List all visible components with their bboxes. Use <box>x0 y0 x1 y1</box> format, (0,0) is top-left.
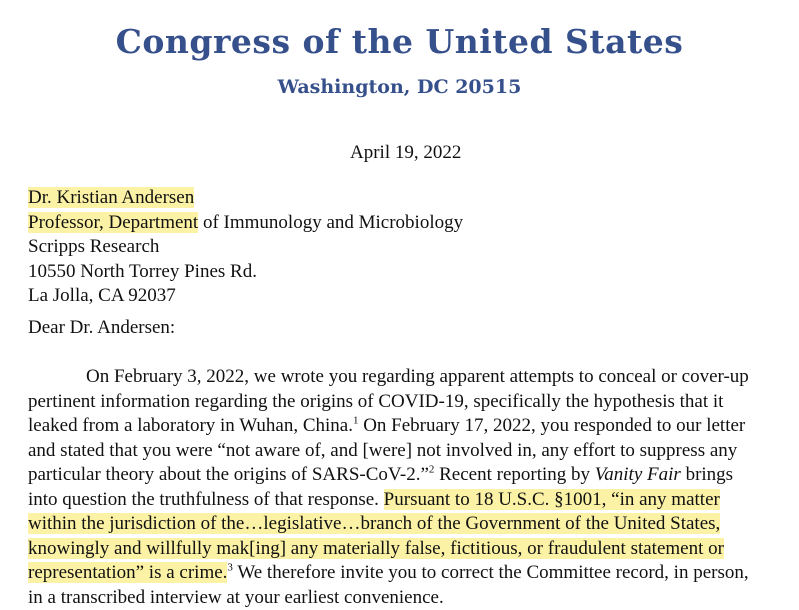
body-line <box>28 488 749 513</box>
highlighted-text: Pursuant to 18 U.S.C. §1001, “in any matter <box>384 489 720 510</box>
address-line-title <box>28 211 463 236</box>
footnote-marker: 3 <box>227 562 233 574</box>
body-line <box>28 463 749 488</box>
highlighted-text: knowingly and willfully mak[ing] any materially false, fictitious, or fraudulent statement or <box>28 538 724 559</box>
address-line-name <box>28 186 463 211</box>
footnote-marker: 2 <box>429 464 435 476</box>
body-text: brings <box>681 464 733 485</box>
recipient-name: Dr. Kristian Andersen <box>28 187 194 208</box>
body-line <box>28 512 749 537</box>
letterhead-subtitle: Washington, DC 20515 <box>0 76 799 98</box>
body-text: Recent reporting by <box>434 464 594 485</box>
body-line: in a transcribed interview at your earliest convenience. <box>28 586 749 610</box>
address-line-street: 10550 North Torrey Pines Rd. <box>28 260 463 285</box>
body-line <box>28 537 749 562</box>
letter-body <box>28 365 749 610</box>
body-text: On February 17, 2022, you responded to our letter <box>358 415 745 436</box>
footnote-marker: 1 <box>353 415 359 427</box>
recipient-title-highlight: Professor, Department <box>28 212 198 233</box>
body-text: into question the truthfulness of that response. <box>28 489 384 510</box>
address-line-org: Scripps Research <box>28 235 463 260</box>
body-text: particular theory about the origins of SARS-CoV-2.” <box>28 464 429 485</box>
recipient-title-rest: of Immunology and Microbiology <box>198 212 463 233</box>
publication-name: Vanity Fair <box>595 464 681 485</box>
body-line: and stated that you were “not aware of, and [were] not involved in, any effort to suppress any <box>28 439 749 464</box>
address-line-city: La Jolla, CA 92037 <box>28 284 463 309</box>
highlighted-text: within the jurisdiction of the…legislative…branch of the Government of the United States, <box>28 513 720 534</box>
body-line <box>28 561 749 586</box>
body-text: leaked from a laboratory in Wuhan, China. <box>28 415 353 436</box>
recipient-address <box>28 186 463 309</box>
letter-date: April 19, 2022 <box>350 142 461 164</box>
body-line: pertinent information regarding the origins of COVID-19, specifically the hypothesis that it <box>28 390 749 415</box>
body-text: We therefore invite you to correct the Committee record, in person, <box>233 562 749 583</box>
letterhead-title: Congress of the United States <box>0 22 799 61</box>
body-line <box>28 414 749 439</box>
body-line: On February 3, 2022, we wrote you regarding apparent attempts to conceal or cover-up <box>28 365 749 390</box>
highlighted-text: representation” is a crime. <box>28 562 227 583</box>
salutation: Dear Dr. Andersen: <box>28 317 175 339</box>
